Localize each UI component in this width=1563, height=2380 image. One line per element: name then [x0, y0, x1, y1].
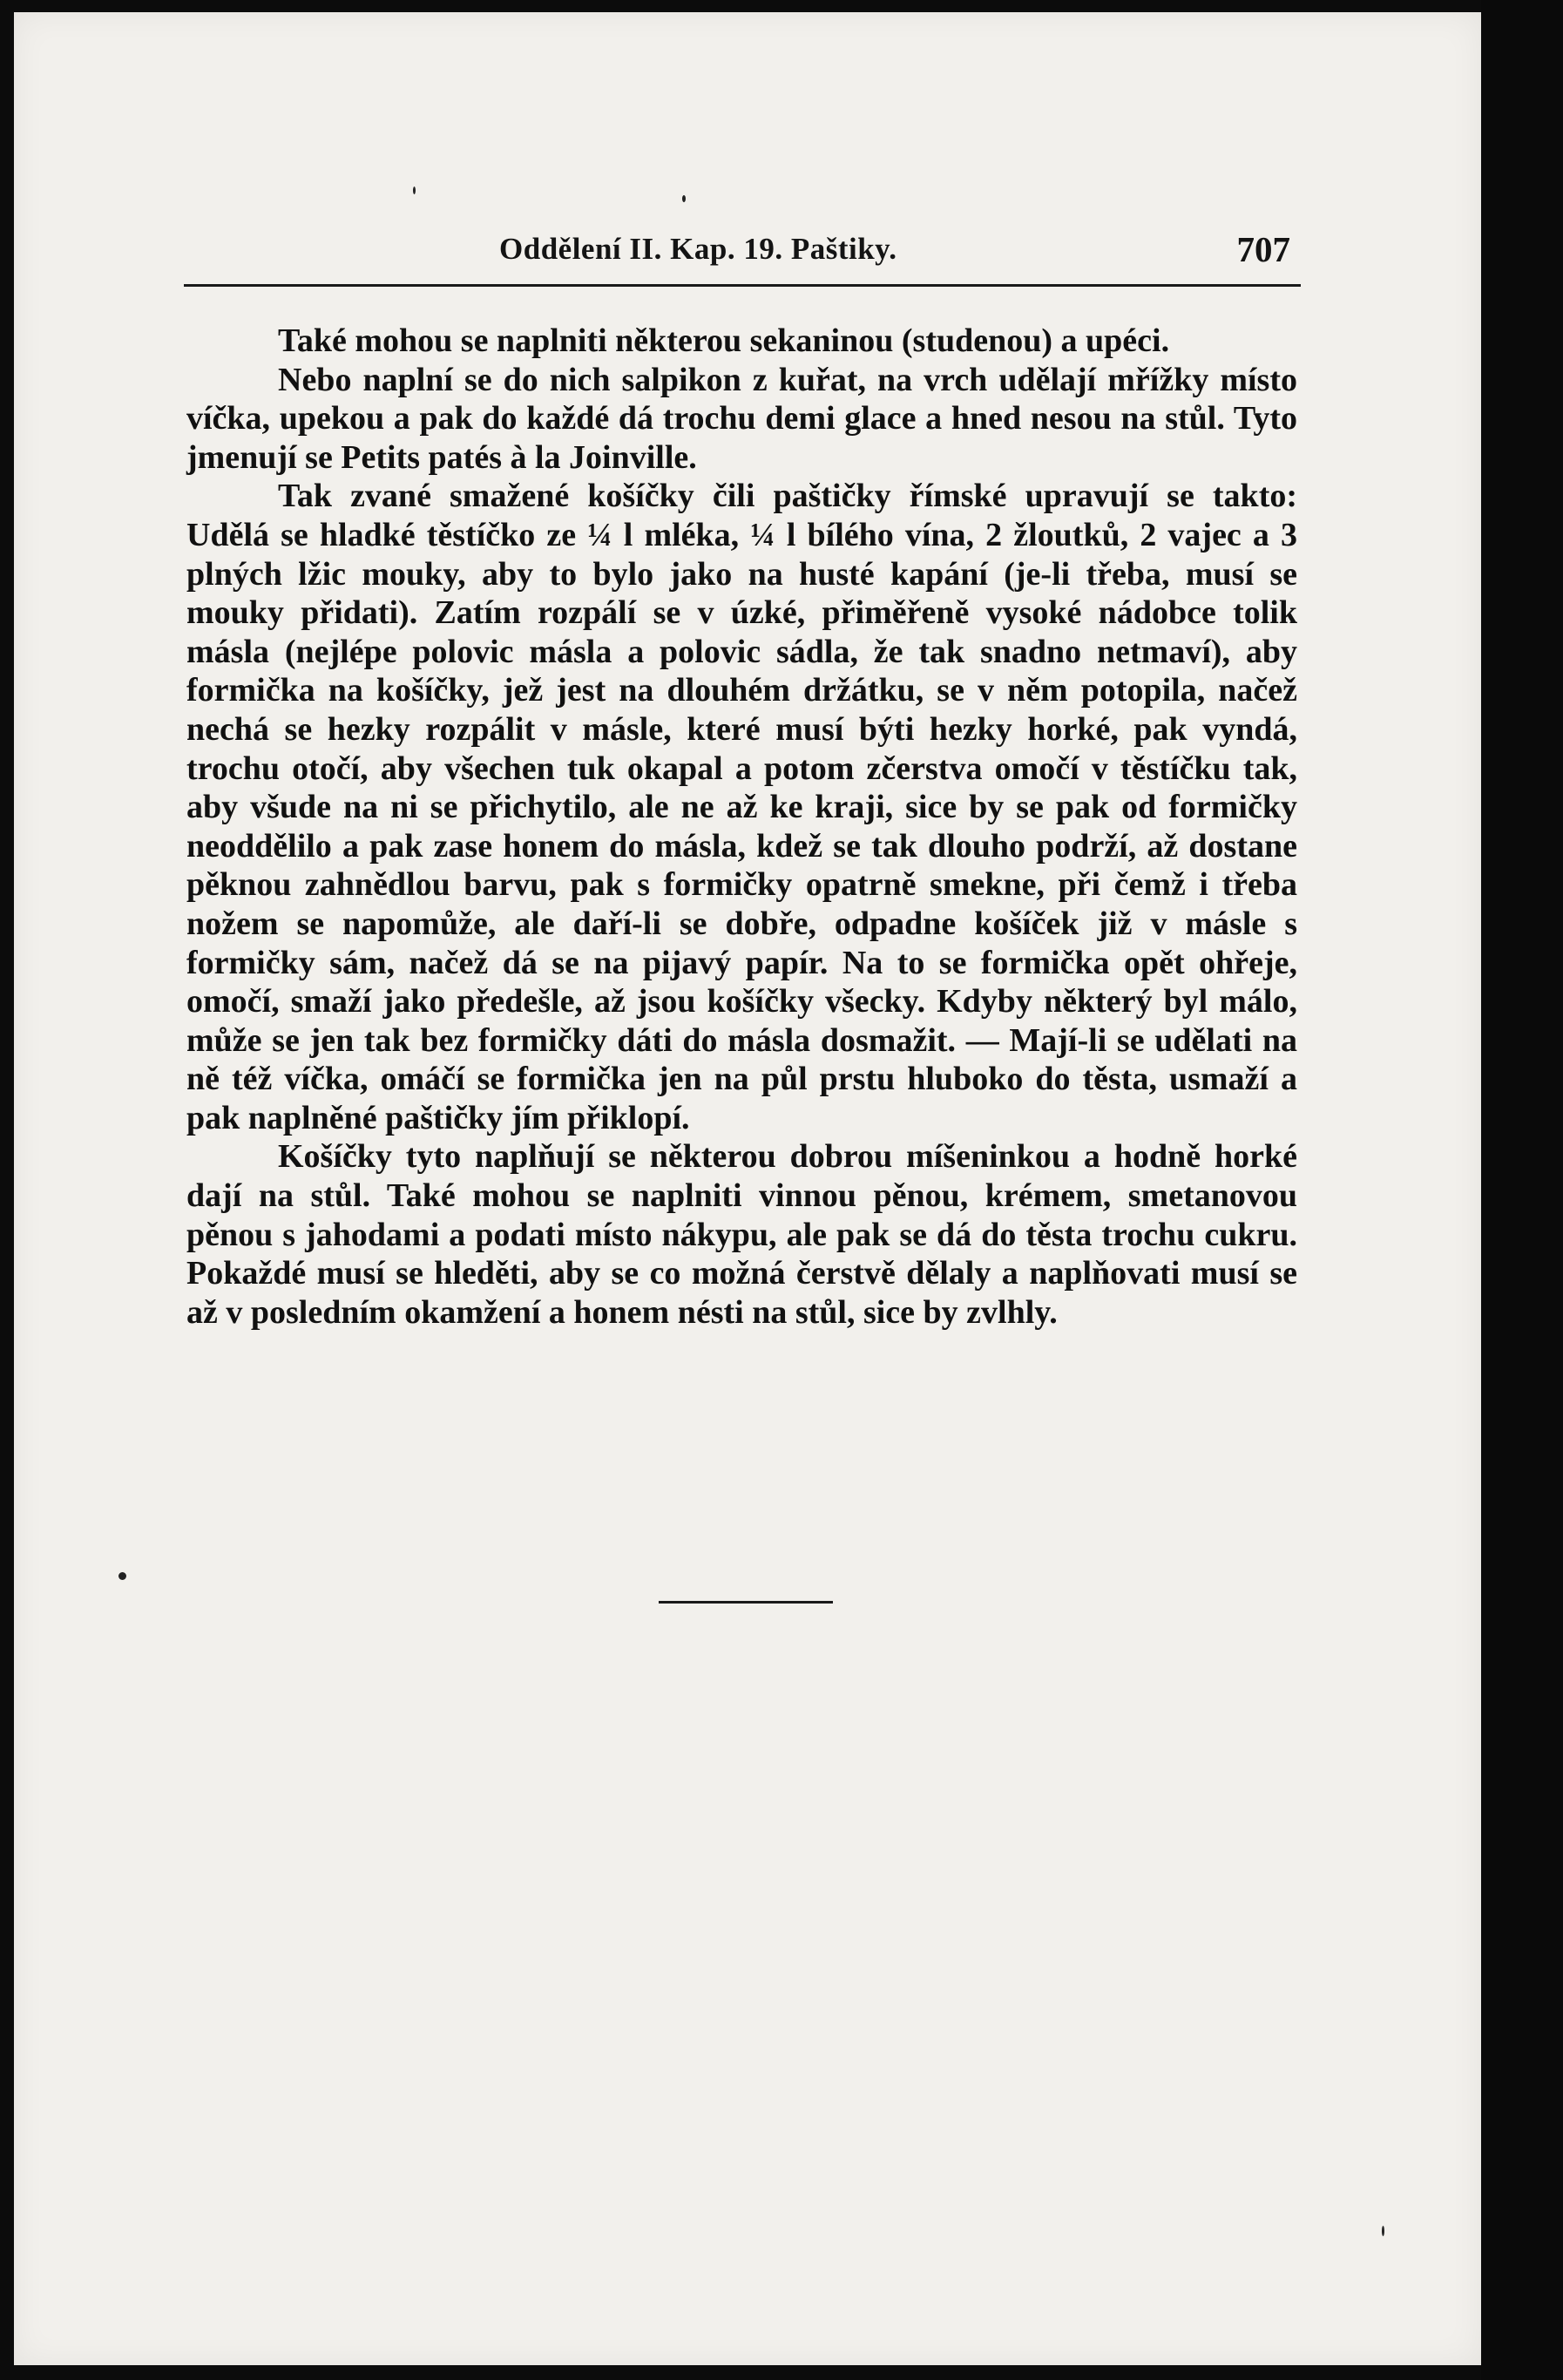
scan-speck	[682, 195, 686, 202]
scan-speck	[118, 1572, 126, 1580]
paragraph: Košíčky tyto naplňují se některou dobrou míšeninkou a hodně horké dají na stůl. Také mohou se naplniti vinnou pěnou, krémem, smetanovou pěnou s jahodami a podati místo nákypu, ale pak se dá do těsta trochu cukru. Pokaždé musí se hleděti, aby se co možná čerstvě dělaly a naplňovati musí se až v posledním okamžení a honem nésti na stůl, sice by zvlhly.	[186, 1138, 1297, 1331]
paragraph: Také mohou se naplniti některou sekaninou (studenou) a upéci.	[278, 322, 1170, 359]
scan-border	[1481, 0, 1563, 2380]
book-page	[14, 12, 1481, 2365]
paragraph: Tak zvané smažené košíčky čili paštičky římské upravují se takto: Udělá se hladké těstíčko ze ¼ l mléka, ¼ l bílého vína, 2 žloutků, 2 vajec a 3 plných lžic mouky, aby to bylo jako na husté kapání (je-li třeba, musí se mouky přidati). Zatím rozpálí se v úzké, přiměřeně vysoké nádobce tolik másla (nejlépe polovic másla a polovic sádla, že tak snadno netmaví), aby formička na košíčky, jež jest na dlouhém držátku, se v něm potopila, načež nechá se hezky rozpálit v másle, které musí býti hezky horké, pak vyndá, trochu otočí, aby všechen tuk okapal a potom zčerstva omočí v těstíčku tak, aby všude na ni se přichytilo, ale ne až ke kraji, sice by se pak od formičky neoddělilo a pak zase honem do másla, kdež se tak dlouho podrží, až dostane pěknou zahnědlou barvu, pak s formičky opatrně smekne, při čemž i třeba nožem se napomůže, ale daří-li se dobře, odpadne košíček již v másle s formičky sám, načež dá se na pijavý papír. Na to se formička opět ohřeje, omočí, smaží jako předešle, až jsou košíčky všecky. Kdyby některý byl málo, může se jen tak bez formičky dáti do másla dosmažit. — Mají-li se udělati na ně též víčka, omáčí se formička jen na půl prstu hluboko do těsta, usmaží a pak naplněné paštičky jím přiklopí.	[186, 478, 1297, 1136]
body-text	[186, 322, 1297, 1332]
page-number: 707	[1236, 229, 1290, 269]
paragraph: Nebo naplní se do nich salpikon z kuřat, na vrch udělají mřížky místo víčka, upekou a pak do každé dá trochu demi glace a hned nesou na stůl. Tyto jmenují se Petits patés à la Joinville.	[186, 361, 1297, 476]
chapter-heading: Oddělení II. Kap. 19. Paštiky.	[499, 232, 897, 266]
running-header	[184, 229, 1301, 287]
scan-speck	[413, 186, 416, 194]
end-separator-rule	[659, 1601, 833, 1604]
scan-speck	[1382, 2226, 1384, 2236]
